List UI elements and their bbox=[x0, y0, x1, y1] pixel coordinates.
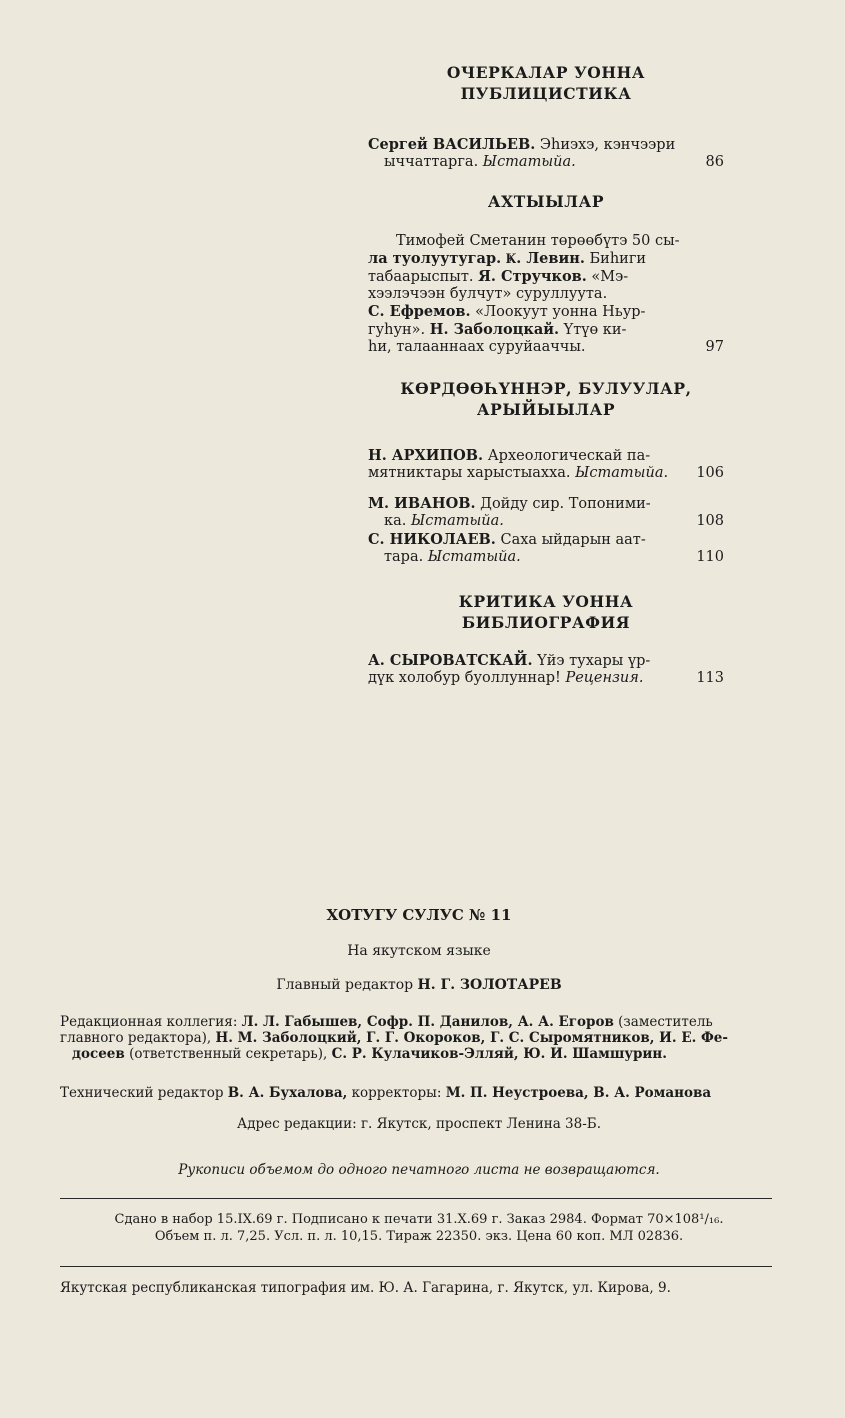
entry-title: Археологическай па- bbox=[483, 448, 651, 464]
tech-editor-label: Технический редактор bbox=[60, 1085, 228, 1101]
correctors-names: М. П. Неустроева, В. А. Романова bbox=[445, 1085, 712, 1101]
entry-kind: Ыстатыйа. bbox=[410, 513, 504, 529]
entry-author: Сергей ВАСИЛЬЕВ. bbox=[368, 136, 536, 153]
technical-staff bbox=[60, 1085, 778, 1101]
print-details bbox=[60, 1211, 778, 1245]
table-of-contents bbox=[368, 62, 724, 687]
entry-title: Саха ыйдарын аат- bbox=[495, 532, 646, 548]
entry-kind: Ыстатыйа. bbox=[427, 549, 521, 565]
entry-author: М. ИВАНОВ. bbox=[368, 495, 476, 512]
entry-author: С. Ефремов. bbox=[368, 303, 471, 320]
print-details-line: Объем п. л. 7,25. Усл. п. л. 10,15. Тираж 22350. экз. Цена 60 коп. МЛ 02836. bbox=[154, 1229, 684, 1244]
entry-line: һи, талааннаах суруйааччы. bbox=[368, 339, 586, 355]
print-details-line: Сдано в набор 15.IX.69 г. Подписано к печати 31.X.69 г. Заказ 2984. Формат 70×108¹/₁₆. bbox=[114, 1212, 724, 1227]
entry-title: Үтүө ки- bbox=[559, 322, 627, 338]
entry-title: Дойду сир. Топоними- bbox=[475, 496, 651, 512]
board-note: (ответственный секретарь), bbox=[124, 1046, 332, 1062]
entry-line: Тимофей Сметанин төрөөбүтэ 50 сы- bbox=[396, 233, 680, 249]
chief-editor bbox=[60, 977, 778, 993]
entry-title: «Мэ- bbox=[586, 269, 629, 285]
manuscripts-note: Рукописи объемом до одного печатного листа не возвращаются. bbox=[178, 1162, 660, 1178]
entry-title: «Лоокуут уонна Ньур- bbox=[470, 304, 646, 320]
entry-title: ка. bbox=[384, 513, 411, 529]
page-number: 108 bbox=[696, 513, 724, 529]
entry-title: ыччаттарга. bbox=[384, 154, 483, 170]
entry-author: С. НИКОЛАЕВ. bbox=[368, 531, 496, 548]
editorial-address: Адрес редакции: г. Якутск, проспект Ленина 38-Б. bbox=[236, 1116, 601, 1132]
toc-entry bbox=[368, 136, 724, 171]
toc-entry bbox=[368, 233, 724, 356]
board-note: (заместитель bbox=[613, 1014, 713, 1030]
board-members: С. Р. Кулачиков-Элляй, Ю. И. Шамшурин. bbox=[331, 1046, 668, 1062]
page-number: 106 bbox=[696, 465, 724, 481]
entry-title: дүк холобур буоллуннар! bbox=[368, 670, 566, 686]
board-label: Редакционная коллегия: bbox=[60, 1014, 242, 1030]
entry-title: ла туолуутугар. bbox=[368, 250, 502, 267]
tech-editor-name: В. А. Бухалова, bbox=[227, 1085, 348, 1101]
toc-entry bbox=[368, 531, 724, 566]
entry-title: гуһун». bbox=[368, 322, 430, 338]
entry-line: хээлэчээн булчут» суруллуута. bbox=[368, 286, 608, 302]
section-heading: КРИТИКА УОННА bbox=[458, 592, 634, 611]
section-heading: ПУБЛИЦИСТИКА bbox=[460, 84, 632, 103]
journal-title: ХОТУГУ СУЛУС № 11 bbox=[326, 906, 512, 924]
divider bbox=[60, 1198, 772, 1199]
board-members: досеев bbox=[72, 1046, 125, 1062]
section-heading: АХТЫЫЛАР bbox=[487, 192, 605, 211]
section-heading: КӨРДӨӨҺҮННЭР, БУЛУУЛАР, bbox=[400, 379, 692, 398]
board-members: Н. М. Заболоцкий, Г. Г. Окороков, Г. С. Сыромятников, И. Е. Фе- bbox=[215, 1030, 729, 1046]
page-number: 86 bbox=[705, 154, 724, 170]
toc-entry bbox=[368, 495, 724, 530]
section-heading: БИБЛИОГРАФИЯ bbox=[461, 613, 631, 632]
correctors-label: корректоры: bbox=[347, 1085, 446, 1101]
section-essays bbox=[368, 62, 724, 104]
language-note: На якутском языке bbox=[347, 943, 491, 959]
entry-author: Н. АРХИПОВ. bbox=[368, 447, 484, 464]
printer-imprint: Якутская республиканская типография им. Ю. А. Гагарина, г. Якутск, ул. Кирова, 9. bbox=[60, 1280, 671, 1296]
entry-title: Эһиэхэ, кэнчээри bbox=[535, 137, 676, 153]
section-heading: АРЫЙЫЫЛАР bbox=[476, 400, 616, 419]
entry-title: Үйэ тухары үр- bbox=[532, 653, 651, 669]
divider bbox=[60, 1266, 772, 1267]
section-heading: ОЧЕРКАЛАР УОННА bbox=[446, 63, 646, 82]
entry-author: Н. Заболоцкай. bbox=[429, 321, 560, 338]
page-number: 113 bbox=[696, 670, 724, 686]
section-research bbox=[368, 378, 724, 420]
chief-editor-label: Главный редактор bbox=[276, 977, 418, 993]
entry-title: тара. bbox=[384, 549, 428, 565]
board-members: Л. Л. Габышев, Софр. П. Данилов, А. А. Егоров bbox=[241, 1014, 614, 1030]
entry-title: Биһиги bbox=[584, 251, 647, 267]
editorial-board bbox=[60, 1014, 778, 1062]
page-number: 97 bbox=[705, 339, 724, 355]
entry-author: Я. Стручков. bbox=[478, 268, 587, 285]
chief-editor-name: Н. Г. ЗОЛОТАРЕВ bbox=[417, 977, 562, 993]
entry-title: табаарыспыт. bbox=[368, 269, 479, 285]
entry-kind: Рецензия. bbox=[565, 670, 644, 686]
board-note: главного редактора), bbox=[60, 1030, 216, 1046]
page-number: 110 bbox=[696, 549, 724, 565]
entry-kind: Ыстатыйа. bbox=[482, 154, 576, 170]
entry-author: Ҝ. Левин. bbox=[505, 250, 585, 267]
entry-author: А. СЫРОВАТСКАЙ. bbox=[368, 652, 533, 669]
entry-kind: Ыстатыйа. bbox=[575, 465, 669, 481]
toc-entry bbox=[368, 652, 724, 687]
toc-entry bbox=[368, 447, 724, 482]
section-criticism bbox=[368, 591, 724, 633]
entry-title: мятниктары харыстыахха. bbox=[368, 465, 576, 481]
